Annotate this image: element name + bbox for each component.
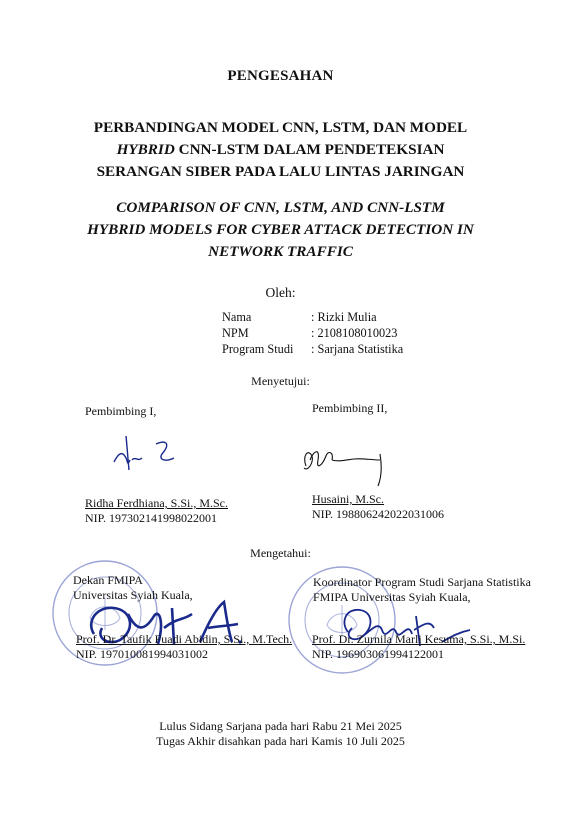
student-info-table	[222, 310, 403, 358]
title-en-line1: COMPARISON OF CNN, LSTM, AND CNN-LSTM	[116, 199, 445, 216]
title-id-line2-rest: CNN-LSTM DALAM PENDETEKSIAN	[174, 141, 445, 158]
title-en-line2: HYBRID MODELS FOR CYBER ATTACK DETECTION IN	[87, 221, 474, 238]
title-id-line2	[0, 139, 561, 161]
approved-label: Menyetujui:	[251, 374, 310, 388]
coordinator-role-line2: FMIPA Universitas Syiah Kuala,	[313, 590, 471, 604]
dean-nip: NIP. 197010081994031002	[76, 647, 209, 661]
footer-graduation-date: Lulus Sidang Sarjana pada hari Rabu 21 Mei 2025	[159, 719, 402, 733]
dean-role-line2: Universitas Syiah Kuala,	[73, 588, 193, 602]
supervisor1-name: Ridha Ferdhiana, S.Si., M.Sc.	[85, 496, 228, 510]
page-heading: PENGESAHAN	[227, 68, 334, 84]
supervisor1-role: Pembimbing I,	[85, 404, 157, 418]
student-row-npm: NPM : 2108108010023	[222, 326, 398, 340]
thesis-title-english	[0, 197, 561, 263]
coordinator-role-line1: Koordinator Program Studi Sarjana Statistika	[313, 575, 531, 589]
student-row-program: Program Studi : Sarjana Statistika	[222, 342, 404, 356]
coordinator-nip: NIP. 196903061994122001	[312, 647, 445, 661]
coordinator-name-block	[312, 632, 525, 662]
acknowledged-label: Mengetahui:	[250, 546, 311, 560]
by-label: Oleh:	[265, 285, 296, 300]
supervisor2-signature	[298, 442, 398, 492]
supervisor2-role: Pembimbing II,	[312, 401, 388, 415]
title-id-line1: PERBANDINGAN MODEL CNN, LSTM, DAN MODEL	[93, 119, 468, 136]
supervisor2-name: Husaini, M.Sc.	[312, 492, 384, 506]
footer-approval-date: Tugas Akhir disahkan pada hari Kamis 10 Juli 2025	[156, 734, 405, 748]
footer-block	[0, 719, 561, 749]
thesis-title-indonesian	[0, 117, 561, 183]
supervisor1-name-block	[85, 496, 228, 526]
dean-name-block	[76, 632, 292, 662]
student-row-name: Nama : Rizki Mulia	[222, 310, 377, 324]
supervisor1-nip: NIP. 197302141998022001	[85, 511, 218, 525]
title-id-line3: SERANGAN SIBER PADA LALU LINTAS JARINGAN	[96, 163, 465, 180]
coordinator-name: Prof. Dr. Zurnila Marli Kesuma, S.Si., M.Si.	[312, 632, 526, 646]
coordinator-role-block	[313, 575, 531, 605]
supervisor1-signature	[100, 432, 190, 472]
dean-role-line1: Dekan FMIPA	[73, 573, 143, 587]
title-en-line3: NETWORK TRAFFIC	[208, 243, 353, 260]
supervisor2-nip: NIP. 198806242022031006	[312, 507, 445, 521]
supervisor2-name-block	[312, 492, 444, 522]
dean-name: Prof. Dr. Taufik Fuadi Abidin, S.Si., M.Tech.	[76, 632, 293, 646]
title-id-hybrid: HYBRID	[116, 141, 175, 158]
